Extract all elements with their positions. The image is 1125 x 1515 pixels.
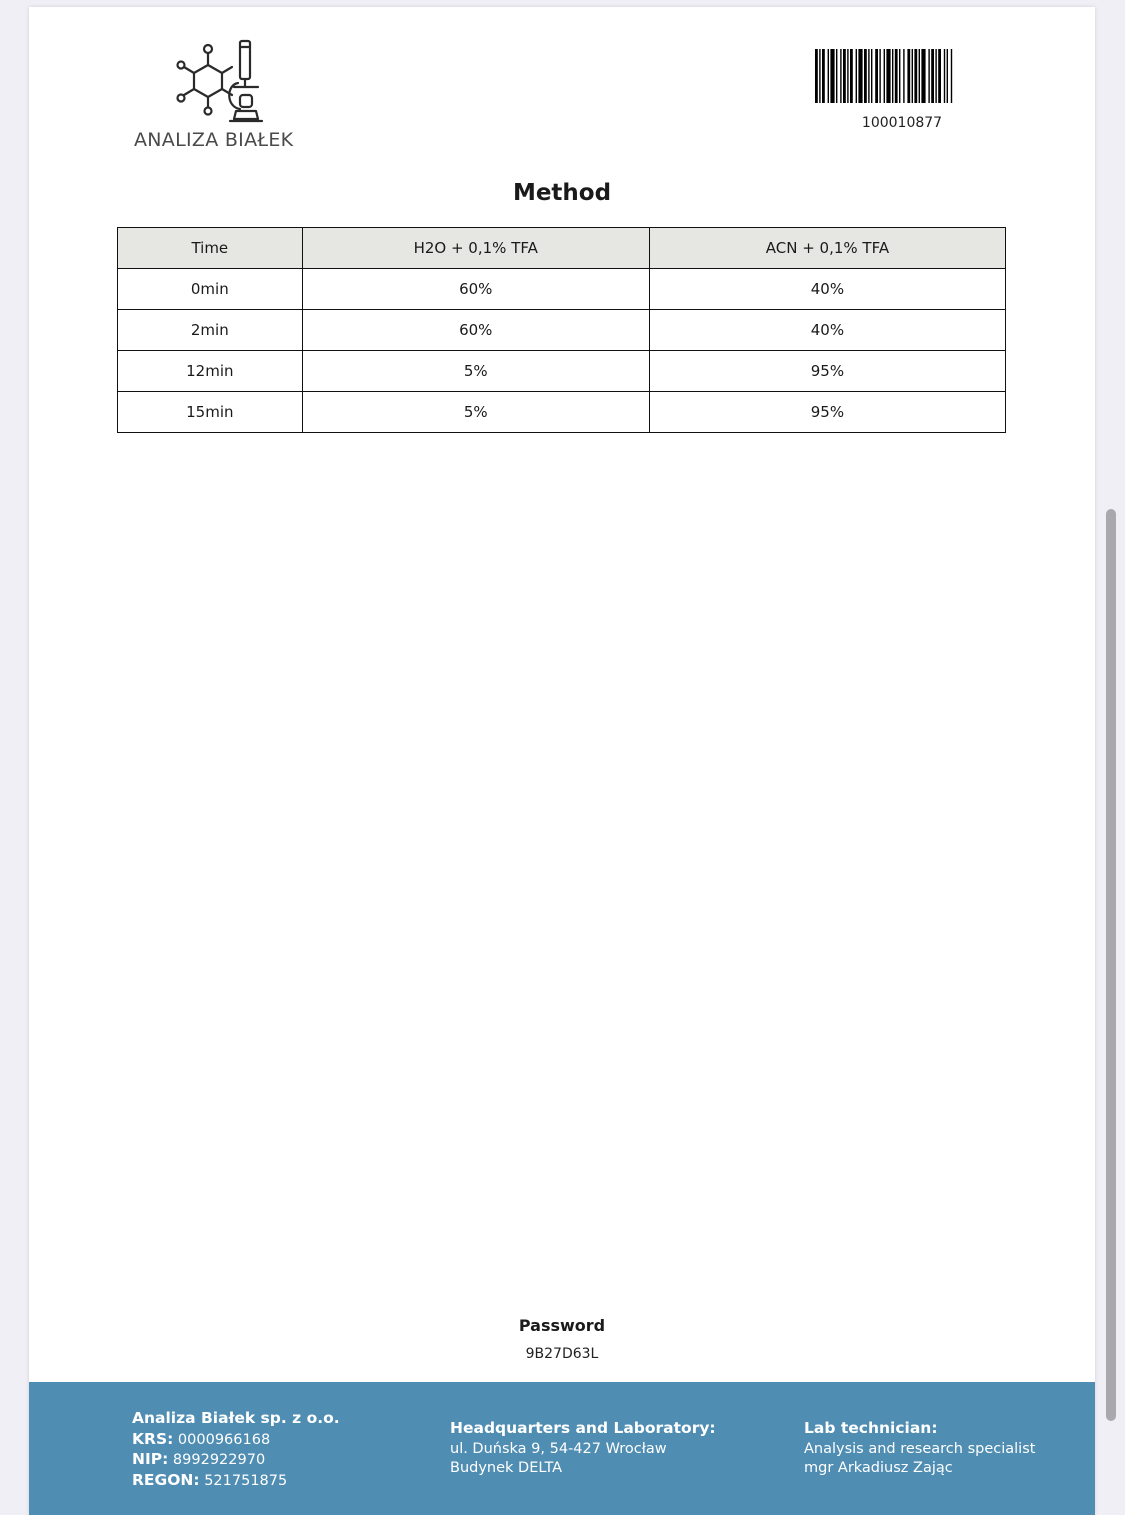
table-row bbox=[118, 269, 1006, 310]
barcode-bar bbox=[856, 49, 857, 103]
barcode-bar bbox=[858, 49, 862, 103]
company-logo bbox=[134, 37, 309, 155]
cell-acn: 40% bbox=[649, 310, 1005, 351]
barcode-bar bbox=[935, 49, 936, 103]
barcode-bar bbox=[871, 49, 872, 103]
cell-h2o: 60% bbox=[302, 269, 649, 310]
cell-acn: 95% bbox=[649, 351, 1005, 392]
footer-technician bbox=[804, 1419, 1035, 1479]
table-row bbox=[118, 351, 1006, 392]
regon-value: 521751875 bbox=[204, 1472, 288, 1489]
barcode-bar bbox=[951, 49, 952, 103]
barcode-bar bbox=[840, 49, 841, 103]
barcode-bar bbox=[868, 49, 869, 103]
column-header-acn: ACN + 0,1% TFA bbox=[649, 228, 1005, 269]
cell-time: 15min bbox=[118, 392, 303, 433]
password-value: 9B27D63L bbox=[525, 1346, 599, 1362]
cell-h2o: 5% bbox=[302, 351, 649, 392]
document-page bbox=[29, 7, 1095, 1515]
molecule-microscope-icon bbox=[174, 37, 274, 129]
footer bbox=[29, 1382, 1095, 1515]
company-name: Analiza Białek sp. z o.o. bbox=[132, 1409, 340, 1427]
cell-time: 0min bbox=[118, 269, 303, 310]
barcode-bar bbox=[903, 49, 904, 103]
barcode-bar bbox=[822, 49, 825, 103]
footer-headquarters bbox=[450, 1419, 716, 1479]
barcode-bar bbox=[899, 49, 900, 103]
barcode-bar bbox=[850, 49, 853, 103]
barcode-number: 100010877 bbox=[861, 115, 943, 131]
column-header-time: Time bbox=[118, 228, 303, 269]
nip-value: 8992922970 bbox=[172, 1452, 266, 1468]
cell-h2o: 60% bbox=[302, 310, 649, 351]
method-table bbox=[117, 227, 1006, 433]
barcode-bar bbox=[931, 49, 934, 103]
barcode-bar bbox=[843, 49, 846, 103]
technician-role: Analysis and research specialist bbox=[804, 1440, 1036, 1457]
hq-address: ul. Duńska 9, 54-427 Wrocław bbox=[450, 1440, 667, 1457]
technician-name: mgr Arkadiusz Zając bbox=[804, 1460, 953, 1476]
barcode-bar bbox=[830, 49, 834, 103]
barcode-bar bbox=[914, 49, 917, 103]
regon-label: REGON: bbox=[132, 1470, 200, 1489]
barcode-bar bbox=[921, 49, 925, 103]
barcode-bar bbox=[815, 49, 818, 103]
barcode bbox=[815, 49, 989, 103]
barcode-bar bbox=[907, 49, 910, 103]
barcode-bar bbox=[895, 49, 898, 103]
barcode-bar bbox=[836, 49, 837, 103]
technician-title: Lab technician: bbox=[804, 1419, 938, 1437]
method-title: Method bbox=[512, 180, 612, 206]
barcode-bar bbox=[828, 49, 829, 103]
barcode-bar bbox=[884, 49, 885, 103]
cell-acn: 40% bbox=[649, 269, 1005, 310]
hq-building: Budynek DELTA bbox=[450, 1460, 563, 1476]
barcode-bar bbox=[819, 49, 820, 103]
barcode-bar bbox=[912, 49, 913, 103]
cell-acn: 95% bbox=[649, 392, 1005, 433]
barcode-bar bbox=[879, 49, 880, 103]
column-header-h2o: H2O + 0,1% TFA bbox=[302, 228, 649, 269]
nip-label: NIP: bbox=[132, 1450, 169, 1468]
barcode-bar bbox=[864, 49, 867, 103]
barcode-bar bbox=[944, 49, 945, 103]
krs-value: 0000966168 bbox=[177, 1431, 271, 1448]
password-label: Password bbox=[518, 1316, 606, 1335]
barcode-bar bbox=[875, 49, 878, 103]
footer-company-info bbox=[132, 1409, 340, 1491]
barcode-bar bbox=[892, 49, 893, 103]
krs-label: KRS: bbox=[132, 1429, 174, 1448]
barcode-bar bbox=[947, 49, 948, 103]
barcode-bar bbox=[847, 49, 848, 103]
hq-title: Headquarters and Laboratory: bbox=[450, 1419, 716, 1437]
table-row bbox=[118, 310, 1006, 351]
table-header-row bbox=[118, 228, 1006, 269]
cell-h2o: 5% bbox=[302, 392, 649, 433]
barcode-bar bbox=[919, 49, 920, 103]
cell-time: 12min bbox=[118, 351, 303, 392]
barcode-bar bbox=[938, 49, 941, 103]
barcode-bar bbox=[886, 49, 890, 103]
barcode-bar bbox=[928, 49, 929, 103]
logo-wordmark: ANALIZA BIAŁEK bbox=[134, 129, 294, 151]
vertical-scrollbar[interactable] bbox=[1106, 509, 1116, 1421]
cell-time: 2min bbox=[118, 310, 303, 351]
table-row bbox=[118, 392, 1006, 433]
